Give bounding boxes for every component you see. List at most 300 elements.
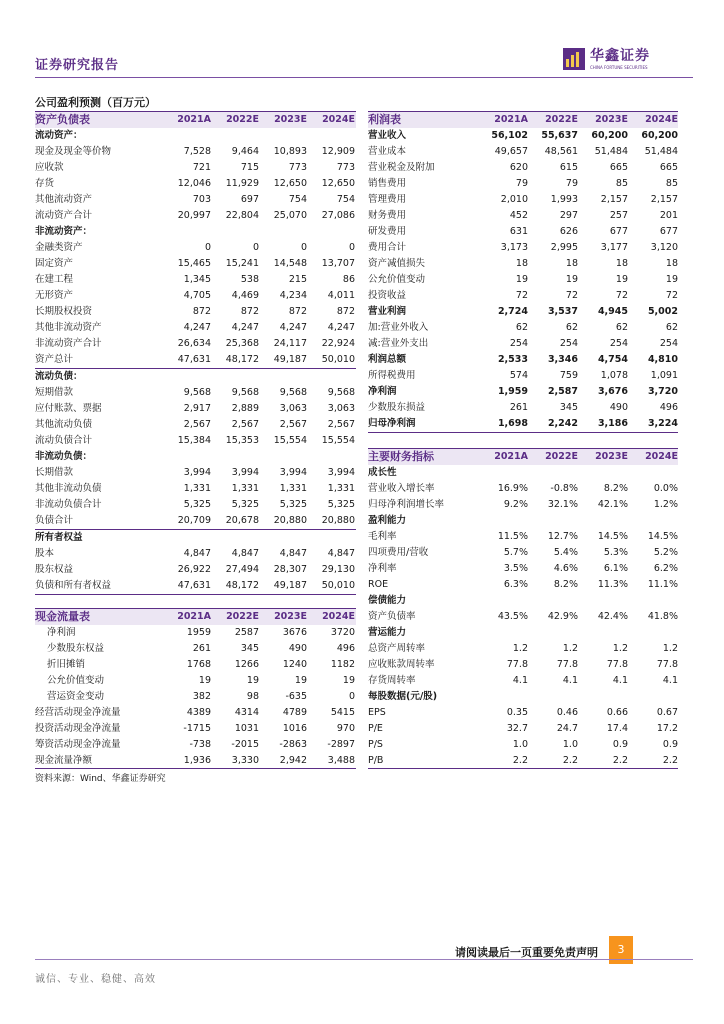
row-label: 所有者权益: [35, 532, 83, 543]
table-row: [35, 530, 356, 546]
row-value: 4,847: [183, 548, 211, 559]
logo-subtitle: CHINA FORTUNE SECURITIES: [590, 65, 648, 70]
table-row: [368, 336, 678, 352]
row-value: 677: [659, 226, 678, 237]
table-row: [35, 128, 356, 144]
row-value: 4,247: [183, 322, 211, 333]
row-value: 1.2: [612, 643, 628, 654]
row-label: 营业收入: [368, 130, 407, 141]
table-row: [368, 529, 678, 545]
row-value: 1,959: [497, 386, 528, 397]
row-value: 1,331: [183, 483, 211, 494]
row-value: [307, 530, 355, 546]
row-label: 每股数据(元/股): [368, 691, 438, 702]
row-label: 资产减值损失: [368, 258, 426, 269]
row-value: 9,568: [231, 387, 259, 398]
row-value: 32.7: [506, 723, 528, 734]
row-value: 754: [336, 194, 355, 205]
row-value: 1182: [330, 659, 355, 670]
row-label: 净利润: [368, 386, 397, 397]
row-value: [163, 224, 211, 240]
row-label: 经营活动现金净流量: [35, 707, 121, 718]
table-row: [368, 609, 678, 625]
row-value: 18: [565, 258, 578, 269]
row-value: [578, 689, 628, 705]
row-value: 20,997: [177, 210, 211, 221]
row-value: 1.2: [562, 643, 578, 654]
row-value: 43.5%: [497, 611, 528, 622]
row-value: [578, 625, 628, 641]
row-value: [528, 625, 578, 641]
table-row: [368, 304, 678, 320]
year-header: 2021A: [177, 114, 211, 125]
row-value: 19: [246, 675, 259, 686]
table-row: [35, 320, 356, 336]
row-value: 3,063: [327, 403, 355, 414]
row-value: -635: [285, 691, 307, 702]
row-value: 5.3%: [603, 547, 628, 558]
row-value: 703: [192, 194, 211, 205]
row-value: 1,078: [600, 370, 628, 381]
row-value: [578, 465, 628, 481]
row-label: 投资收益: [368, 290, 407, 301]
row-label: P/B: [368, 755, 384, 766]
row-value: 3,173: [500, 242, 528, 253]
row-value: 7,528: [183, 146, 211, 157]
table-row: [35, 352, 356, 369]
row-value: 2.2: [662, 755, 678, 766]
row-value: 13,707: [321, 258, 355, 269]
row-value: 15,241: [225, 258, 259, 269]
table-row: [368, 577, 678, 593]
row-value: 2,567: [279, 419, 307, 430]
row-value: 382: [192, 691, 211, 702]
table-row: [35, 673, 356, 689]
row-value: 5,325: [183, 499, 211, 510]
row-value: [528, 593, 578, 609]
row-value: 27,086: [321, 210, 355, 221]
table-row: [35, 465, 356, 481]
year-header: 2023E: [274, 611, 307, 622]
row-label: 四项费用/营收: [368, 547, 429, 558]
year-header: 2024E: [645, 451, 678, 462]
table-row: [35, 208, 356, 224]
row-value: 16.9%: [497, 483, 528, 494]
income-statement-table: [368, 111, 678, 433]
row-value: 3.5%: [503, 563, 528, 574]
row-value: 0.9: [612, 739, 628, 750]
row-value: 345: [559, 402, 578, 413]
row-label: 负债合计: [35, 515, 74, 526]
row-label: 盈利能力: [368, 515, 407, 526]
row-label: 研发费用: [368, 226, 407, 237]
table-row: [35, 160, 356, 176]
row-value: 257: [609, 210, 628, 221]
table-row: [35, 433, 356, 449]
row-value: 8.2%: [553, 579, 578, 590]
row-value: 55,637: [541, 130, 578, 141]
row-value: [478, 593, 528, 609]
row-value: 48,172: [225, 580, 259, 591]
row-value: 3,994: [231, 467, 259, 478]
row-value: 721: [192, 162, 211, 173]
table-row: [368, 160, 678, 176]
row-value: 538: [240, 274, 259, 285]
table-row: [368, 288, 678, 304]
table-row: [35, 192, 356, 208]
row-value: 297: [559, 210, 578, 221]
row-value: 47,631: [177, 580, 211, 591]
row-label: 费用合计: [368, 242, 407, 253]
row-value: 2,010: [500, 194, 528, 205]
row-value: 11.3%: [597, 579, 628, 590]
year-header: 2021A: [494, 114, 528, 125]
row-value: [628, 593, 678, 609]
row-value: 1,331: [231, 483, 259, 494]
row-value: 4.6%: [553, 563, 578, 574]
year-header: 2022E: [226, 114, 259, 125]
row-value: [578, 593, 628, 609]
row-value: [163, 530, 211, 546]
row-value: 665: [609, 162, 628, 173]
row-value: 19: [342, 675, 355, 686]
table-row: [368, 272, 678, 288]
row-value: 79: [515, 178, 528, 189]
row-value: 1.2: [512, 643, 528, 654]
row-value: 50,010: [321, 354, 355, 365]
row-value: 3,063: [279, 403, 307, 414]
row-value: 15,554: [273, 435, 307, 446]
row-value: 11.5%: [497, 531, 528, 542]
row-value: 496: [336, 643, 355, 654]
row-value: 77.8: [556, 659, 578, 670]
row-value: 2,917: [183, 403, 211, 414]
table-row: [368, 593, 678, 609]
row-value: 86: [342, 274, 355, 285]
row-value: 0.35: [506, 707, 528, 718]
row-label: 公允价值变动: [47, 675, 105, 686]
row-value: 5,002: [647, 306, 678, 317]
row-value: 6.3%: [503, 579, 528, 590]
row-label: 筹资活动现金净流量: [35, 739, 121, 750]
row-value: 19: [665, 274, 678, 285]
table-row: [368, 416, 678, 433]
year-header: 2023E: [595, 451, 628, 462]
row-value: 85: [615, 178, 628, 189]
row-value: 0.9: [662, 739, 678, 750]
row-value: 1016: [282, 723, 307, 734]
row-value: 345: [240, 643, 259, 654]
row-value: 3,994: [327, 467, 355, 478]
row-label: 少数股东权益: [47, 643, 105, 654]
row-label: 存货: [35, 178, 55, 189]
table-row: [368, 513, 678, 529]
row-value: 15,353: [225, 435, 259, 446]
data-source-note: 资料来源：Wind、华鑫证券研究: [35, 774, 166, 784]
row-value: [628, 513, 678, 529]
row-label: 营业成本: [368, 146, 407, 157]
page-number-badge: 3: [609, 936, 633, 964]
row-value: 490: [288, 643, 307, 654]
row-value: [307, 224, 355, 240]
row-value: 773: [336, 162, 355, 173]
row-value: 4,754: [597, 354, 628, 365]
table-row: [35, 481, 356, 497]
row-value: 2,242: [547, 418, 578, 429]
row-value: 1,331: [279, 483, 307, 494]
footer-slogan: 诚信、专业、稳健、高效: [35, 974, 156, 985]
row-label: 毛利率: [368, 531, 397, 542]
row-value: 2587: [234, 627, 259, 638]
disclaimer-link[interactable]: 请阅读最后一页重要免责声明: [455, 946, 598, 959]
table-row: [35, 625, 356, 641]
row-value: 1031: [234, 723, 259, 734]
row-value: [628, 465, 678, 481]
row-value: 85: [665, 178, 678, 189]
table-row: [35, 304, 356, 320]
row-value: 4389: [186, 707, 211, 718]
row-value: 42.1%: [597, 499, 628, 510]
row-value: 1.2: [662, 643, 678, 654]
row-value: 2,567: [327, 419, 355, 430]
row-value: [628, 625, 678, 641]
row-value: -2863: [279, 739, 307, 750]
row-value: 15,554: [321, 435, 355, 446]
table-row: [35, 449, 356, 465]
row-value: 254: [659, 338, 678, 349]
row-value: 62: [665, 322, 678, 333]
row-label: 少数股东损益: [368, 402, 426, 413]
row-value: [478, 625, 528, 641]
row-value: 1768: [186, 659, 211, 670]
row-label: 流动负债：: [35, 371, 83, 382]
table-row: [35, 256, 356, 272]
row-value: 3,330: [231, 755, 259, 766]
row-value: 201: [659, 210, 678, 221]
row-label: 固定资产: [35, 258, 74, 269]
year-header: 2024E: [322, 611, 355, 622]
table-row: [368, 753, 678, 769]
row-value: 79: [565, 178, 578, 189]
row-value: 20,880: [273, 515, 307, 526]
row-value: [478, 689, 528, 705]
row-label: P/S: [368, 739, 383, 750]
row-value: 25,368: [225, 338, 259, 349]
row-value: 6.2%: [653, 563, 678, 574]
row-value: 4,234: [279, 290, 307, 301]
row-value: 754: [288, 194, 307, 205]
row-value: 1240: [282, 659, 307, 670]
row-value: 4.1: [562, 675, 578, 686]
row-value: 26,922: [177, 564, 211, 575]
table-row: [35, 753, 356, 769]
row-label: 减:营业外支出: [368, 338, 429, 349]
row-value: 18: [515, 258, 528, 269]
row-label: 偿债能力: [368, 595, 407, 606]
row-label: EPS: [368, 707, 386, 718]
row-value: 715: [240, 162, 259, 173]
table-row: [35, 401, 356, 417]
row-value: 24,117: [273, 338, 307, 349]
row-value: 11,929: [225, 178, 259, 189]
row-value: -738: [189, 739, 211, 750]
row-value: 4,247: [231, 322, 259, 333]
table-row: [368, 705, 678, 721]
row-value: 18: [615, 258, 628, 269]
table-row: [368, 689, 678, 705]
table-row: [35, 689, 356, 705]
row-value: 8.2%: [603, 483, 628, 494]
row-value: 60,200: [641, 130, 678, 141]
row-label: 财务费用: [368, 210, 407, 221]
row-value: 9,464: [231, 146, 259, 157]
table-row: [35, 369, 356, 385]
row-value: 4314: [234, 707, 259, 718]
row-label: 短期借款: [35, 387, 74, 398]
row-value: 17.4: [606, 723, 628, 734]
row-value: 25,070: [273, 210, 307, 221]
report-type-label: 证券研究报告: [35, 58, 120, 73]
table-row: [368, 208, 678, 224]
table-row: [368, 384, 678, 400]
row-value: [628, 689, 678, 705]
row-value: 631: [509, 226, 528, 237]
year-header: 2023E: [274, 114, 307, 125]
row-label: 营业收入增长率: [368, 483, 435, 494]
row-value: -1715: [183, 723, 211, 734]
row-value: 29,130: [321, 564, 355, 575]
row-value: 4,810: [647, 354, 678, 365]
row-value: 2,533: [497, 354, 528, 365]
row-value: 1.2%: [653, 499, 678, 510]
row-value: 77.8: [656, 659, 678, 670]
table-row: [368, 224, 678, 240]
row-value: 19: [565, 274, 578, 285]
row-value: [259, 369, 307, 385]
row-value: [259, 449, 307, 465]
row-value: 620: [509, 162, 528, 173]
table-row: [35, 657, 356, 673]
row-value: [163, 128, 211, 144]
row-value: [211, 369, 259, 385]
row-value: 2,567: [231, 419, 259, 430]
row-label: 利润总额: [368, 354, 407, 365]
row-value: 48,561: [544, 146, 578, 157]
table-row: [35, 513, 356, 530]
row-value: [259, 530, 307, 546]
row-value: 0: [300, 242, 307, 253]
company-logo: [563, 44, 693, 74]
row-value: 3676: [282, 627, 307, 638]
row-value: 3,177: [600, 242, 628, 253]
row-value: 19: [198, 675, 211, 686]
row-value: 2,567: [183, 419, 211, 430]
row-label: 无形资产: [35, 290, 74, 301]
table-row: [368, 352, 678, 368]
row-value: 14,548: [273, 258, 307, 269]
row-value: 72: [515, 290, 528, 301]
row-value: 1.0: [512, 739, 528, 750]
row-value: 3720: [330, 627, 355, 638]
row-value: 254: [609, 338, 628, 349]
table-row: [368, 625, 678, 641]
table-row: [368, 721, 678, 737]
row-value: 20,678: [225, 515, 259, 526]
row-value: [528, 465, 578, 481]
source-divider-right: [368, 768, 678, 769]
row-label: 其他流动资产: [35, 194, 93, 205]
balance-sheet-table: [35, 111, 356, 595]
row-value: 1,091: [650, 370, 678, 381]
row-value: 49,187: [273, 580, 307, 591]
table-row: [35, 224, 356, 240]
row-value: 872: [288, 306, 307, 317]
row-value: 19: [294, 675, 307, 686]
row-value: 19: [615, 274, 628, 285]
row-label: 公允价值变动: [368, 274, 426, 285]
row-label: 其他非流动资产: [35, 322, 102, 333]
row-value: 12,909: [321, 146, 355, 157]
row-value: 42.9%: [547, 611, 578, 622]
row-value: 2,724: [497, 306, 528, 317]
row-value: 5,325: [279, 499, 307, 510]
row-label: 非流动资产：: [35, 226, 93, 237]
row-value: 872: [336, 306, 355, 317]
row-value: 2,157: [600, 194, 628, 205]
row-value: 3,676: [597, 386, 628, 397]
table-row: [35, 497, 356, 513]
row-value: 4,847: [231, 548, 259, 559]
table-row: [368, 497, 678, 513]
row-value: [307, 449, 355, 465]
table-title: 现金流量表: [35, 610, 90, 623]
row-value: 1.0: [562, 739, 578, 750]
row-value: 49,657: [494, 146, 528, 157]
row-value: 1,331: [327, 483, 355, 494]
table-header-row: [368, 448, 678, 465]
row-value: -2015: [231, 739, 259, 750]
table-row: [368, 561, 678, 577]
table-row: [368, 641, 678, 657]
footer-divider: [35, 959, 693, 960]
row-value: 0: [252, 242, 259, 253]
row-value: [578, 513, 628, 529]
row-label: 投资活动现金净流量: [35, 723, 121, 734]
row-value: 496: [659, 402, 678, 413]
row-value: 14.5%: [647, 531, 678, 542]
row-label: 现金流量净额: [35, 755, 93, 766]
row-value: 0: [348, 242, 355, 253]
row-value: 452: [509, 210, 528, 221]
row-value: [163, 449, 211, 465]
table-row: [35, 176, 356, 192]
table-row: [35, 721, 356, 737]
row-value: 62: [565, 322, 578, 333]
row-value: 15,384: [177, 435, 211, 446]
row-value: 773: [288, 162, 307, 173]
row-label: 归母净利润: [368, 418, 416, 429]
row-value: [478, 465, 528, 481]
row-value: 20,709: [177, 515, 211, 526]
row-value: 14.5%: [597, 531, 628, 542]
row-value: 77.8: [506, 659, 528, 670]
table-row: [368, 545, 678, 561]
row-label: 金融类资产: [35, 242, 83, 253]
row-label: 折旧摊销: [47, 659, 86, 670]
row-value: 3,994: [183, 467, 211, 478]
row-value: 27,494: [225, 564, 259, 575]
row-value: 0: [348, 691, 355, 702]
